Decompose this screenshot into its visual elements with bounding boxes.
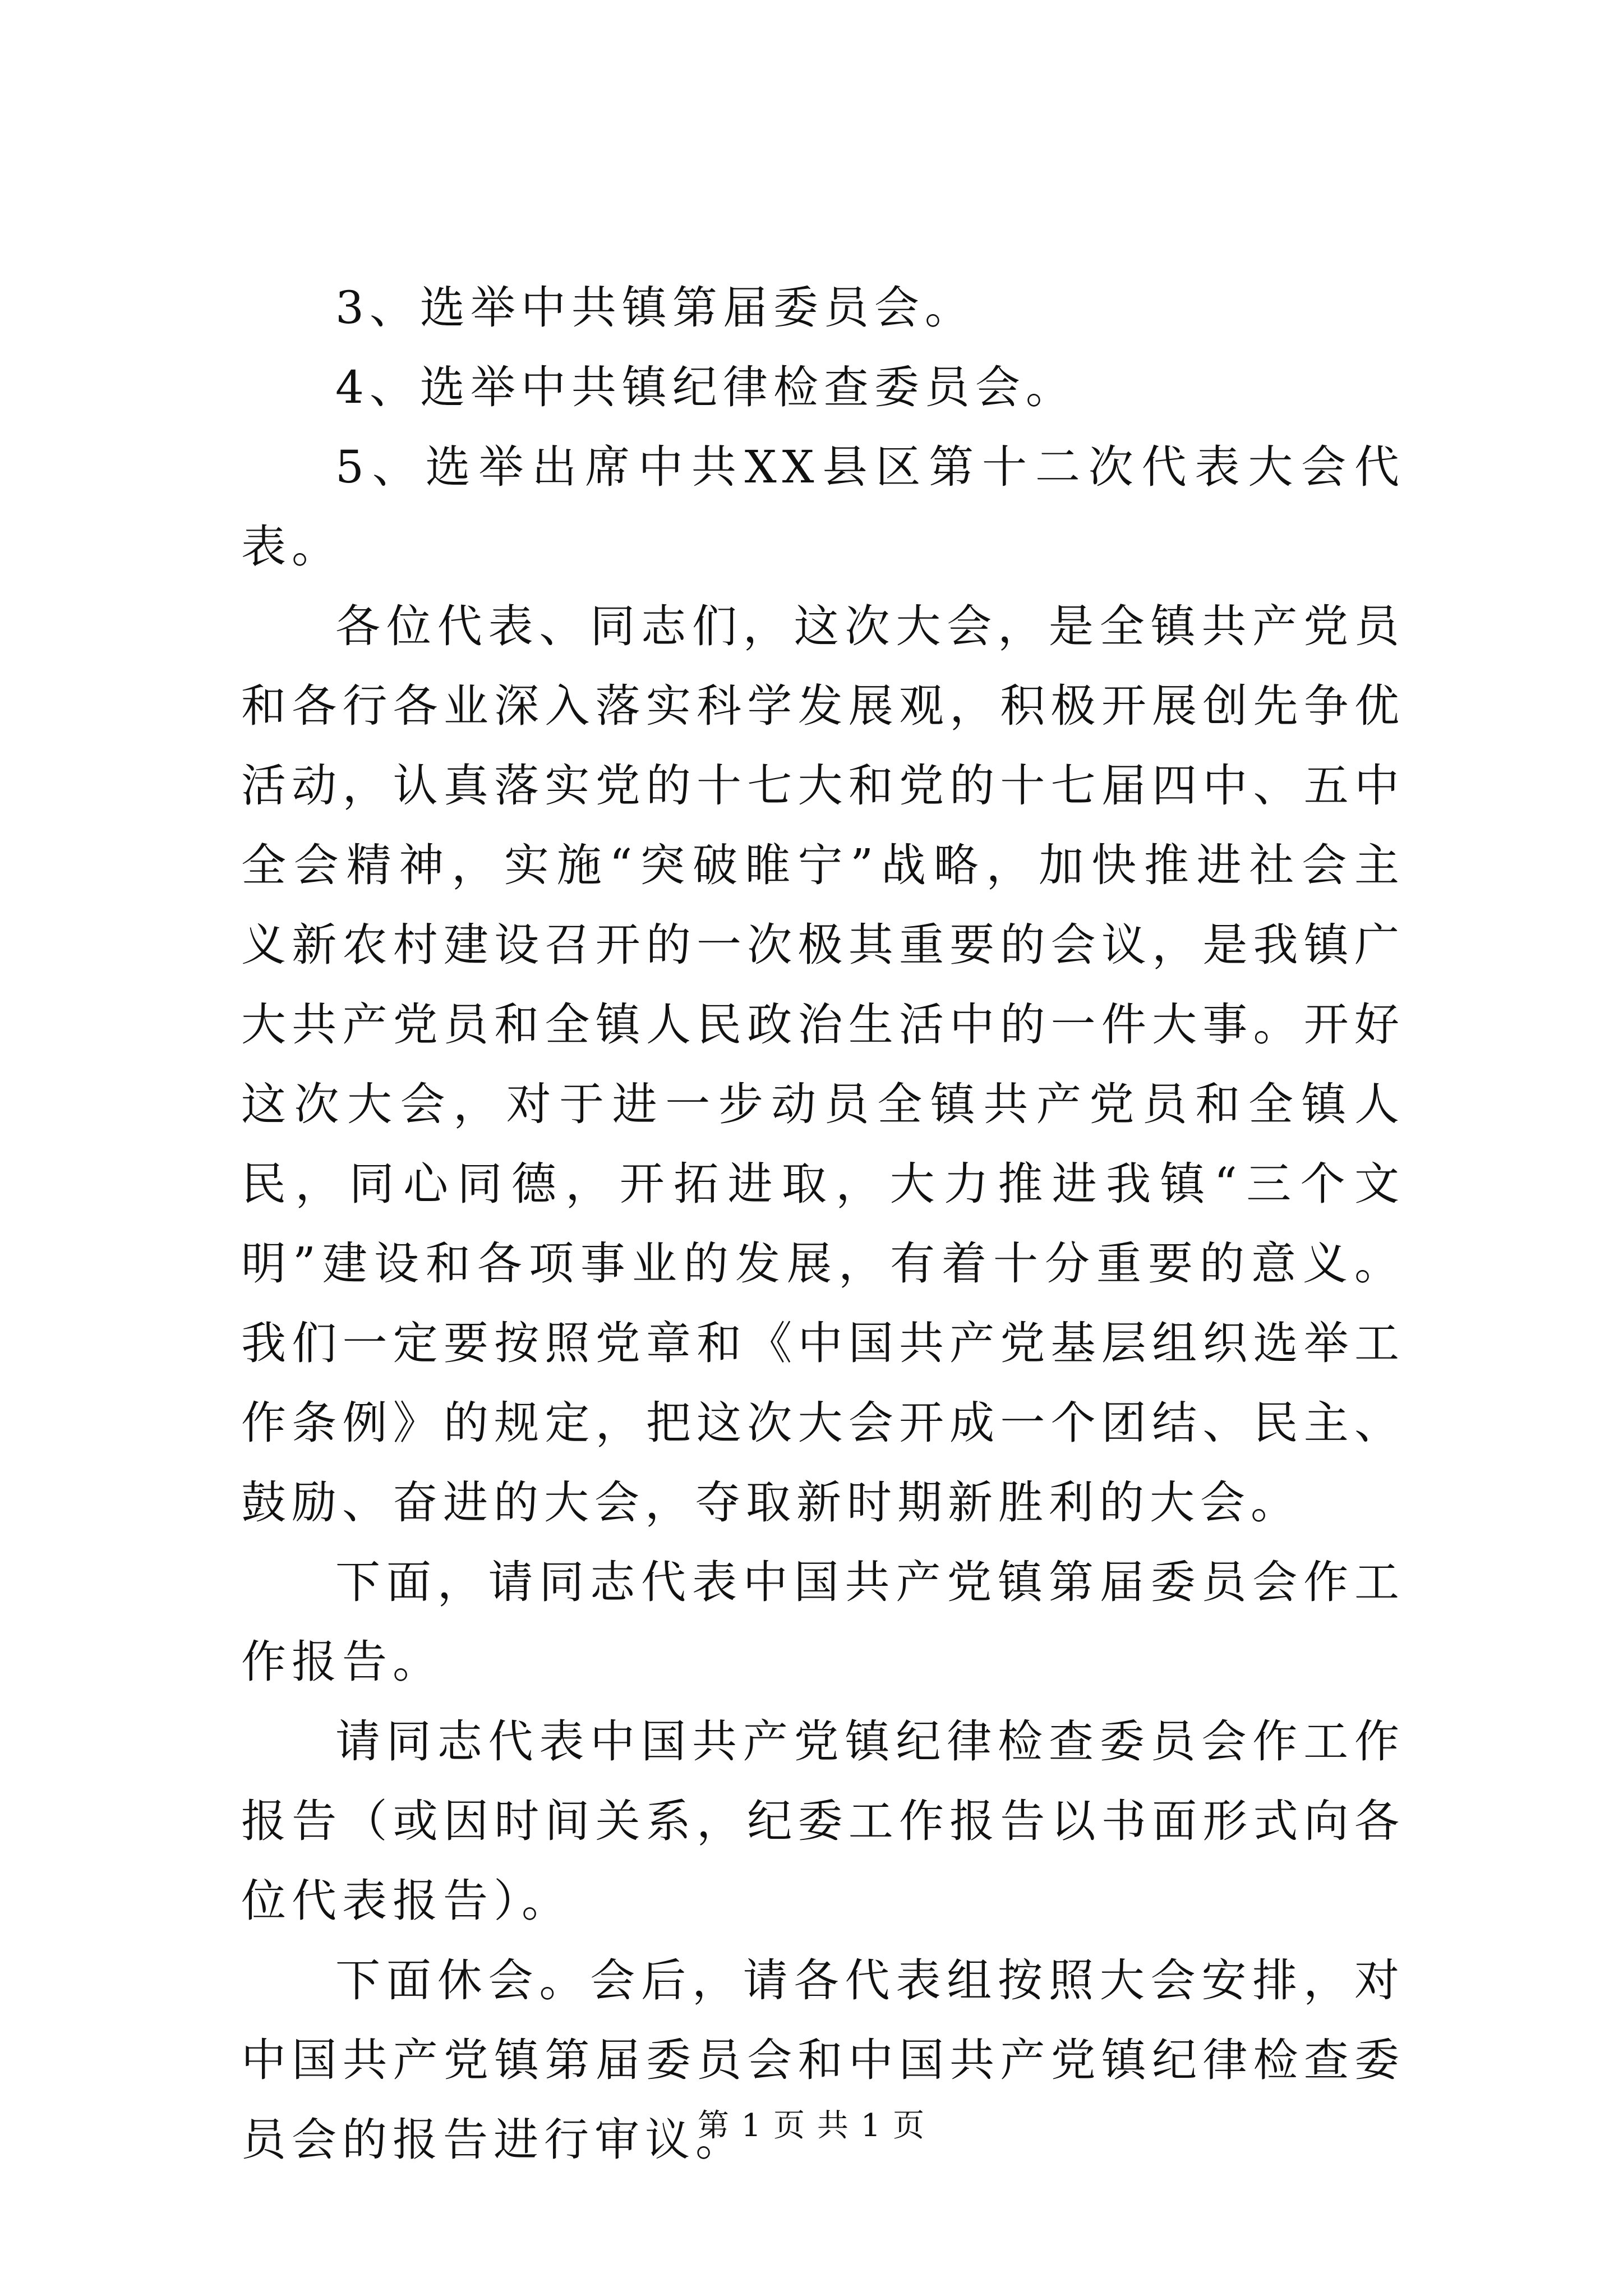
paragraph-recess: 下面休会。会后，请各代表组按照大会安排，对中国共产党镇第届委员会和中国共产党镇纪律检查委员会的报告进行审议。 [241, 1954, 1405, 2166]
list-item-5: 5、选举出席中共XX县区第十二次代表大会代表。 [241, 441, 1405, 573]
paragraph-committee-report: 下面，请同志代表中国共产党镇第届委员会作工作报告。 [241, 1556, 1405, 1688]
page-number-footer: 第 1 页 共 1 页 [697, 2108, 926, 2144]
list-item-3: 3、选举中共镇第届委员会。 [335, 282, 975, 334]
list-item-4: 4、选举中共镇纪律检查委员会。 [335, 361, 1076, 413]
paragraph-meeting-significance: 各位代表、同志们，这次大会，是全镇共产党员和各行各业深入落实科学发展观，积极开展创先争优活动，认真落实党的十七大和党的十七届四中、五中全会精神，实施“突破睢宁”战略，加快推进社会主义新农村建设召开的一次极其重要的会议，是我镇广大共产党员和全镇人民政治生活中的一件大事。开好这次大会，对于进一步动员全镇共产党员和全镇人民，同心同德，开拓进取，大力推进我镇“三个文明”建设和各项事业的发展，有着十分重要的意义。我们一定要按照党章和《中国共产党基层组织选举工作条例》的规定，把这次大会开成一个团结、民主、鼓励、奋进的大会，夺取新时期新胜利的大会。 [241, 600, 1405, 1529]
paragraph-discipline-report: 请同志代表中国共产党镇纪律检查委员会作工作报告（或因时间关系，纪委工作报告以书面形式向各位代表报告）。 [241, 1715, 1405, 1927]
document-body [241, 268, 1405, 2180]
